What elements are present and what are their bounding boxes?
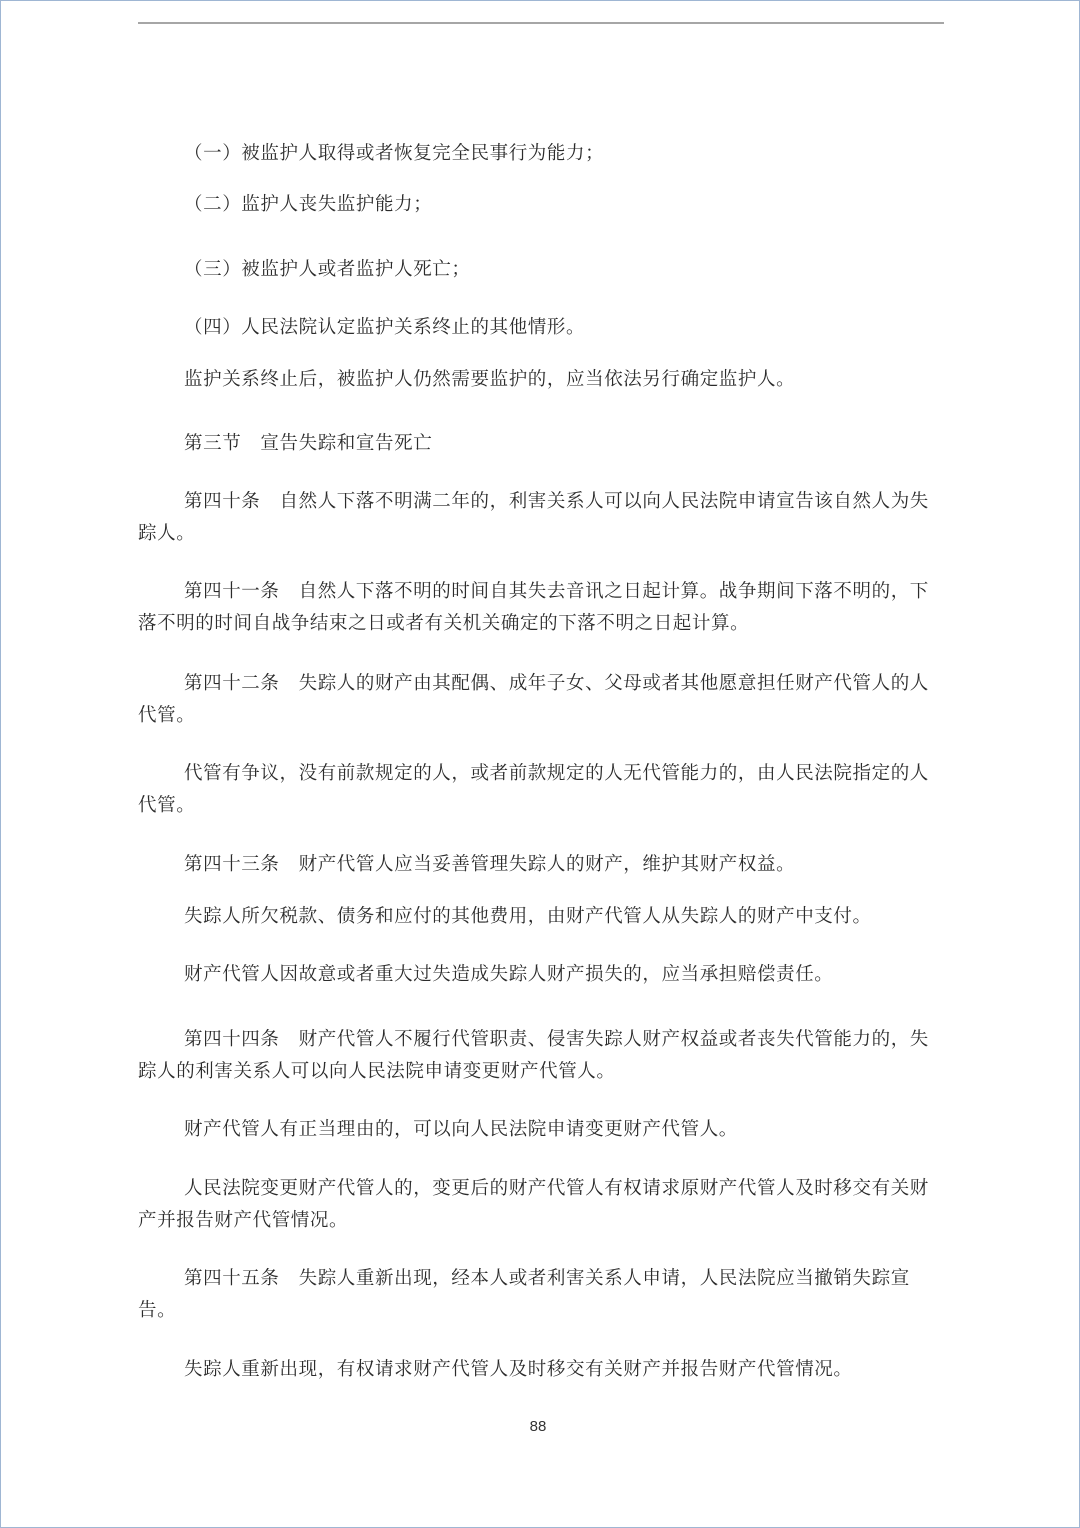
article-43: 第四十三条 财产代管人应当妥善管理失踪人的财产，维护其财产权益。 xyxy=(184,854,796,875)
article-44: 第四十四条 财产代管人不履行代管职责、侵害失踪人财产权益或者丧失代管能力的，失踪人的利害关系人可以向人民法院申请变更财产代管人。 xyxy=(138,1029,929,1082)
article-43-para-3: 财产代管人因故意或者重大过失造成失踪人财产损失的，应当承担赔偿责任。 xyxy=(184,964,834,985)
header-rule xyxy=(138,22,944,24)
paragraph-item-3: （三）被监护人或者监护人死亡； xyxy=(184,259,471,280)
article-42: 第四十二条 失踪人的财产由其配偶、成年子女、父母或者其他愿意担任财产代管人的人代管。 xyxy=(138,673,929,726)
article-41: 第四十一条 自然人下落不明的时间自其失去音讯之日起计算。战争期间下落不明的，下落不明的时间自战争结束之日或者有关机关确定的下落不明之日起计算。 xyxy=(138,581,929,634)
article-44-para-3: 人民法院变更财产代管人的，变更后的财产代管人有权请求原财产代管人及时移交有关财产并报告财产代管情况。 xyxy=(138,1178,929,1231)
section-heading: 第三节 宣告失踪和宣告死亡 xyxy=(184,433,433,454)
article-44-para-2: 财产代管人有正当理由的，可以向人民法院申请变更财产代管人。 xyxy=(184,1119,738,1140)
paragraph-guardian-end: 监护关系终止后，被监护人仍然需要监护的，应当依法另行确定监护人。 xyxy=(184,369,796,390)
paragraph-item-1: （一）被监护人取得或者恢复完全民事行为能力； xyxy=(184,143,605,164)
article-40: 第四十条 自然人下落不明满二年的，利害关系人可以向人民法院申请宣告该自然人为失踪人。 xyxy=(138,491,929,544)
paragraph-item-2: （二）监护人丧失监护能力； xyxy=(184,194,433,215)
article-45-para-2: 失踪人重新出现，有权请求财产代管人及时移交有关财产并报告财产代管情况。 xyxy=(184,1359,853,1380)
article-45: 第四十五条 失踪人重新出现，经本人或者利害关系人申请，人民法院应当撤销失踪宣告。 xyxy=(138,1268,910,1321)
paragraph-item-4: （四）人民法院认定监护关系终止的其他情形。 xyxy=(184,317,586,338)
article-42-para-2: 代管有争议，没有前款规定的人，或者前款规定的人无代管能力的，由人民法院指定的人代管。 xyxy=(138,763,929,816)
article-43-para-2: 失踪人所欠税款、债务和应付的其他费用，由财产代管人从失踪人的财产中支付。 xyxy=(184,906,872,927)
page-number: 88 xyxy=(529,1418,547,1435)
